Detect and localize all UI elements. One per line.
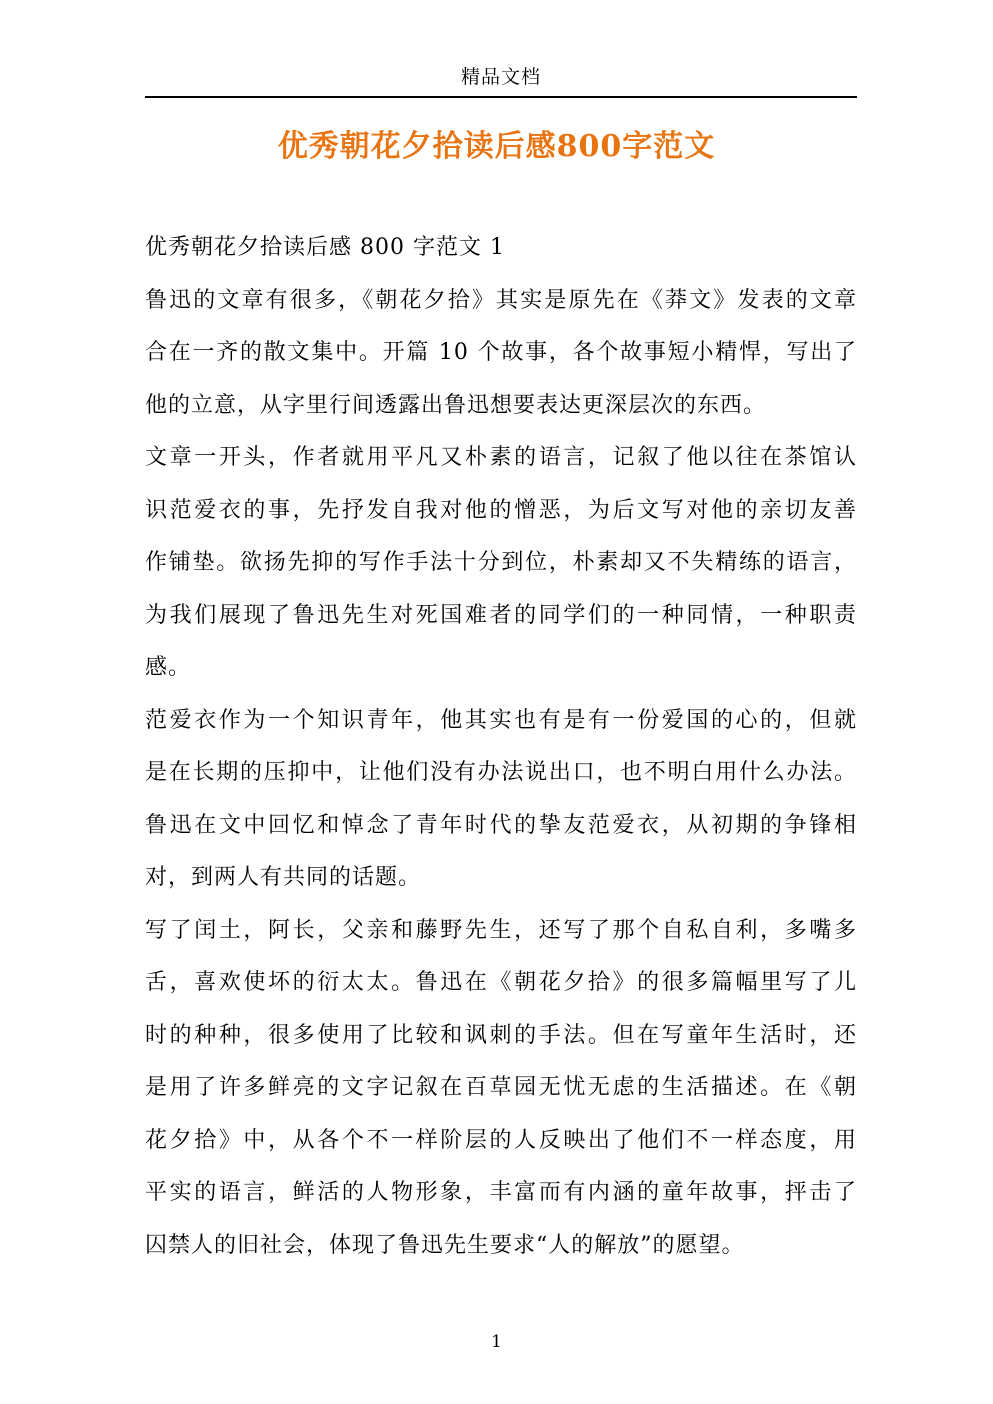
doc-line: 优秀朝花夕拾读后感 800 字范文 1: [145, 235, 505, 260]
doc-line: 识范爱衣的事，先抒发自我对他的憎恶，为后文写对他的亲切友善: [145, 497, 857, 523]
paragraph: [145, 222, 857, 275]
doc-line: 鲁迅在文中回忆和悼念了青年时代的挚友范爱衣，从初期的争锋相: [145, 812, 857, 838]
doc-line: 平实的语言，鲜活的人物形象，丰富而有内涵的童年故事，抨击了: [145, 1180, 857, 1205]
doc-line: 囚禁人的旧社会，体现了鲁迅先生要求“人的解放”的愿望。: [145, 1232, 745, 1258]
doc-line: 为我们展现了鲁迅先生对死国难者的同学们的一种同情，一种职责: [145, 602, 857, 628]
document-title: 优秀朝花夕拾读后感800字范文: [277, 129, 716, 164]
doc-line: 写了闰土，阿长，父亲和藤野先生，还写了那个自私自利，多嘴多: [145, 917, 857, 943]
doc-line: 是在长期的压抑中，让他们没有办法说出口，也不明白用什么办法。: [145, 760, 857, 785]
document-header: [145, 62, 857, 92]
doc-line: 舌，喜欢使坏的衍太太。鲁迅在《朝花夕拾》的很多篇幅里写了儿: [145, 970, 857, 995]
paragraph: [145, 432, 857, 695]
document-body: [145, 222, 857, 1272]
doc-line: 合在一齐的散文集中。开篇 10 个故事，各个故事短小精悍，写出了: [145, 340, 857, 365]
doc-line: 文章一开头，作者就用平凡又朴素的语言，记叙了他以往在茶馆认: [145, 445, 857, 470]
doc-line: 时的种种，很多使用了比较和讽刺的手法。但在写童年生活时，还: [145, 1022, 857, 1048]
doc-line: 花夕拾》中，从各个不一样阶层的人反映出了他们不一样态度，用: [145, 1127, 857, 1153]
doc-line: 感。: [145, 655, 192, 680]
doc-line: 对，到两人有共同的话题。: [145, 865, 422, 890]
doc-line: 他的立意，从字里行间透露出鲁迅想要表达更深层次的东西。: [145, 392, 767, 418]
paragraph: [145, 695, 857, 905]
paragraph: [145, 275, 857, 433]
doc-line: 鲁迅的文章有很多，《朝花夕拾》其实是原先在《莽文》发表的文章: [145, 287, 857, 313]
doc-line: 作铺垫。欲扬先抑的写作手法十分到位，朴素却又不失精练的语言，: [145, 550, 857, 575]
header-text: 精品文档: [460, 66, 541, 88]
doc-line: 是用了许多鲜亮的文字记叙在百草园无忧无虑的生活描述。在《朝: [145, 1075, 857, 1100]
header-rule: [145, 96, 857, 98]
paragraph: [145, 905, 857, 1273]
doc-line: 范爱衣作为一个知识青年，他其实也有是有一份爱国的心的，但就: [145, 707, 857, 733]
page-number: 1: [491, 1332, 502, 1352]
